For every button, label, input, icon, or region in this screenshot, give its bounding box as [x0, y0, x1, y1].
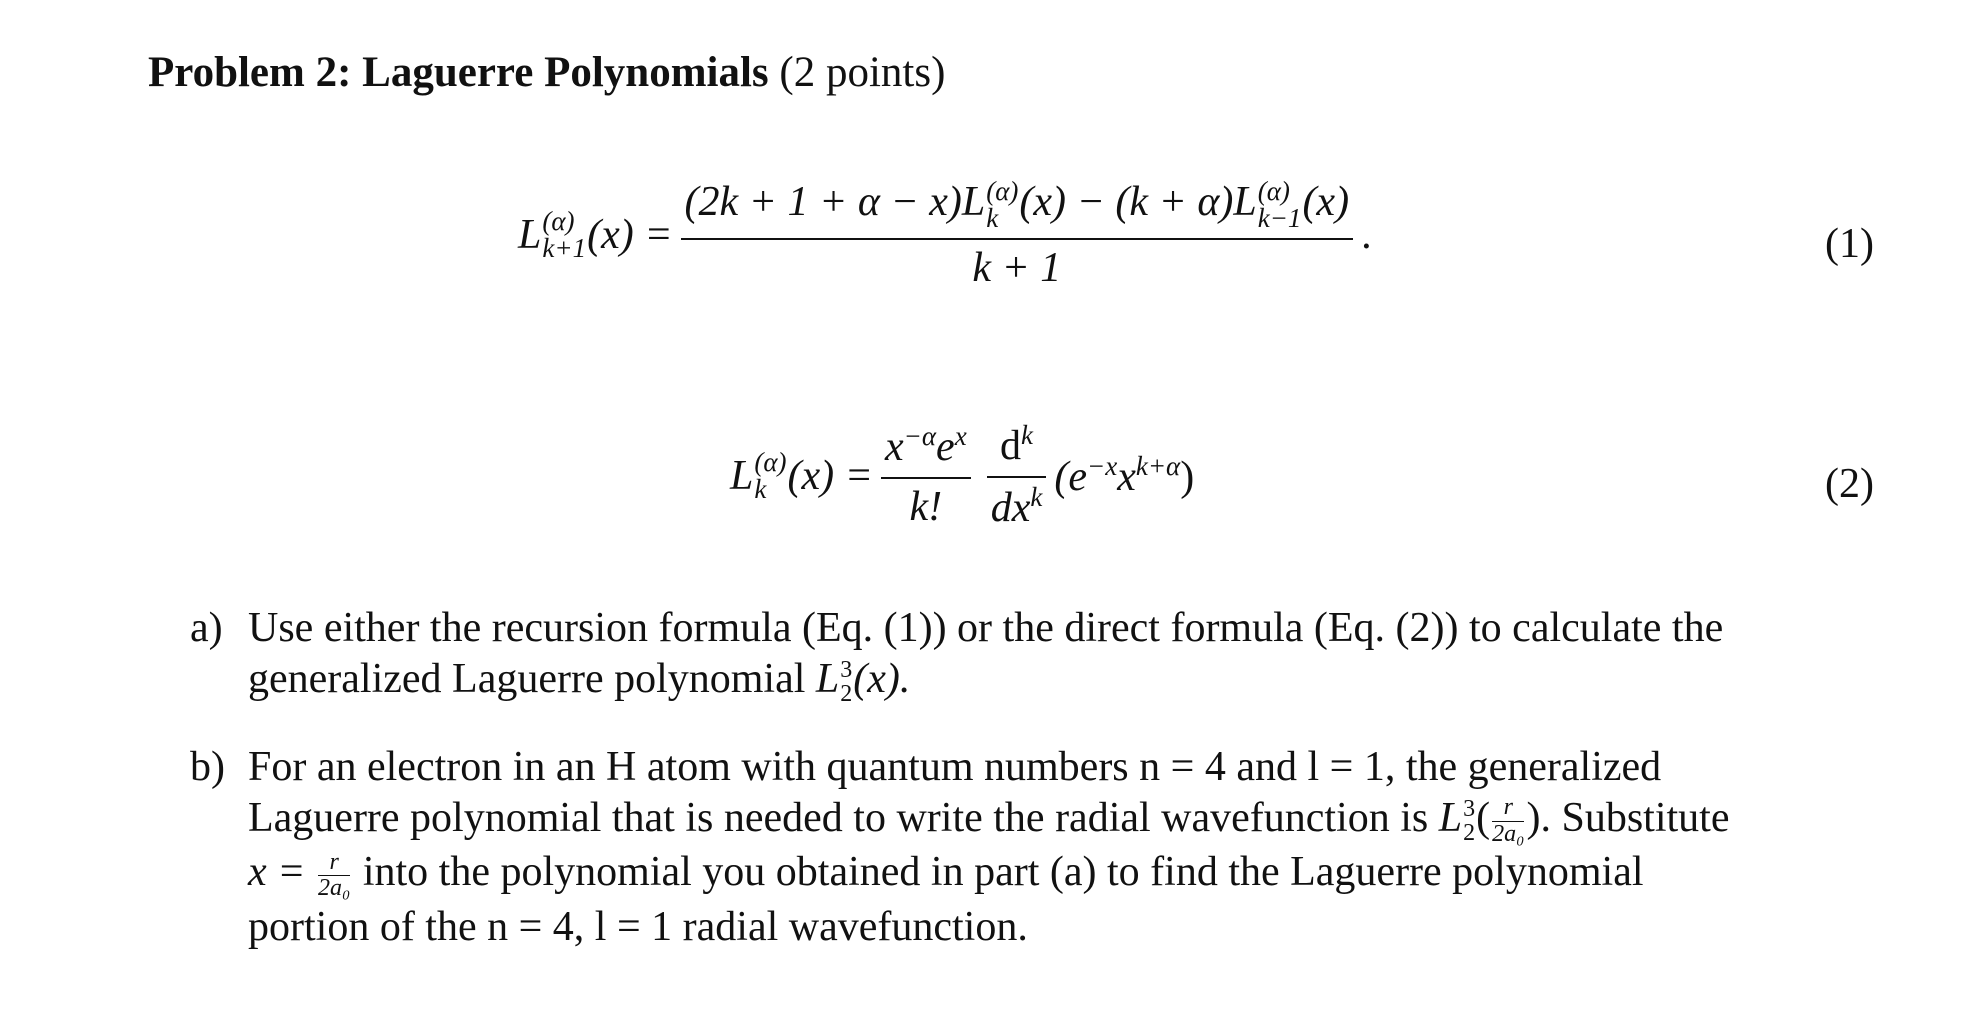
- eq1-numerator: [681, 178, 1354, 238]
- eq2-frac2-num-d: d: [1000, 423, 1022, 469]
- eq2-lhs-arg: (x) =: [787, 453, 873, 499]
- item-b-line-3-suffix: into the polynomial you obtained in part (a) to find the Laguerre polynomial: [352, 849, 1644, 896]
- eq2-frac2-numerator: [996, 420, 1037, 476]
- item-a-poly-sup: 3: [840, 657, 853, 684]
- item-a-poly-sub: 2: [840, 681, 853, 708]
- item-b-poly: L: [1438, 795, 1463, 841]
- item-b-text: [248, 742, 1868, 953]
- item-b-poly-sub: 2: [1463, 820, 1476, 847]
- eq1-num-sub-b: k−1: [1257, 203, 1302, 234]
- eq2-tail-open: (e: [1054, 454, 1087, 500]
- eq2-tail: [1054, 451, 1194, 501]
- question-item-a: [190, 603, 1890, 713]
- eq2-frac1-num-x: x: [884, 424, 904, 470]
- item-a-poly: L: [815, 656, 840, 702]
- eq1-num-indices-a: [986, 178, 1018, 232]
- eq1-num-part-c: (x): [1302, 179, 1350, 225]
- eq1-denominator: k + 1: [972, 245, 1062, 292]
- item-a-line-1: Use either the recursion formula (Eq. (1)) or the direct formula (Eq. (2)) to calculate the: [248, 605, 1724, 651]
- eq2-frac2-num-sup: k: [1021, 420, 1033, 450]
- item-a-label: a): [190, 605, 223, 651]
- eq2-tail-close: ): [1180, 454, 1195, 500]
- problem-heading: [148, 48, 945, 97]
- item-b-poly-sup: 3: [1463, 796, 1476, 823]
- item-b-frac-num: r: [1503, 794, 1513, 821]
- eq1-period: .: [1361, 212, 1372, 259]
- item-a-poly-indices: [840, 658, 852, 706]
- eq2-frac1-num-sup2: x: [954, 421, 967, 451]
- equation-2-body: [730, 420, 1194, 532]
- eq2-frac1-num-e: e: [936, 424, 955, 470]
- item-b-line-1: For an electron in an H atom with quantum numbers n = 4 and l = 1, the generalized: [248, 744, 1662, 790]
- eq1-lhs-symbol: L: [518, 212, 542, 259]
- eq2-lhs-sup: (α): [754, 447, 787, 477]
- eq1-num-part-b: (x) − (k + α)L: [1019, 179, 1257, 225]
- item-a-text: [248, 603, 1868, 706]
- eq2-tail-sup2: k+α: [1135, 451, 1181, 481]
- eq2-frac2-den-sup: k: [1030, 482, 1043, 512]
- item-a-line-2: [248, 654, 1868, 706]
- eq2-frac2-den-dx: dx: [990, 485, 1031, 531]
- eq2-tail-x: x: [1117, 454, 1136, 500]
- eq2-lhs-sub: k: [754, 474, 767, 504]
- item-b-line-3: [248, 847, 1868, 901]
- item-b-poly-indices: [1463, 797, 1475, 845]
- eq2-frac1-denominator: k!: [909, 484, 943, 530]
- eq2-frac2-denominator: [987, 478, 1047, 532]
- problem-points: (2 points): [779, 49, 946, 96]
- eq2-fraction-2: [987, 420, 1047, 532]
- item-b-line-3-prefix: x =: [248, 849, 316, 896]
- item-b-frac2-den: 2a₀: [317, 875, 351, 902]
- item-b-line-4: portion of the n = 4, l = 1 radial wavefunction.: [248, 903, 1028, 950]
- eq2-tail-sup1: −x: [1086, 451, 1118, 481]
- eq1-num-sup-b: (α): [1257, 176, 1290, 207]
- problem-title: Problem 2: Laguerre Polynomials: [148, 49, 769, 96]
- eq1-lhs-arg: (x) =: [587, 212, 673, 259]
- item-b-frac-den: 2a₀: [1492, 821, 1525, 848]
- item-b-inline-fraction: [1492, 795, 1524, 847]
- question-item-b: [190, 742, 1890, 952]
- eq2-frac1-num-sup: −α: [903, 421, 937, 451]
- item-b-line-2-prefix: Laguerre polynomial that is needed to write the radial wavefunction is: [248, 795, 1439, 841]
- eq1-lhs-indices: [542, 208, 586, 262]
- eq1-fraction: [681, 178, 1354, 292]
- item-b-inline-fraction-2: [318, 850, 350, 902]
- item-b-frac2-num: r: [329, 848, 339, 875]
- eq1-num-indices-b: [1258, 178, 1302, 232]
- eq2-frac1-numerator: [881, 421, 971, 477]
- item-b-line-2: Laguerre polynomial that is needed to write the radial wavefunction is L 3 2 ( $\frac{r}{\text{2a₀}}$ ). Substitute: [248, 794, 1730, 848]
- item-b-label: b): [190, 744, 225, 790]
- item-b-line-2-suffix: ). Substitute: [1526, 795, 1730, 841]
- item-a-line-2-suffix: (x).: [853, 656, 911, 702]
- eq1-lhs-sup: (α): [542, 206, 575, 237]
- eq1-lhs-sub: k+1: [542, 233, 587, 264]
- item-a-line-2-prefix: generalized Laguerre polynomial: [248, 656, 816, 702]
- eq2-lhs-indices: [754, 449, 786, 503]
- eq1-num-part-a: (2k + 1 + α − x)L: [684, 179, 986, 225]
- equation-1-body: [518, 178, 1372, 292]
- eq2-lhs-symbol: L: [730, 453, 754, 499]
- equation-2-number: (2): [1825, 461, 1874, 507]
- eq2-fraction-1: [881, 421, 971, 531]
- eq1-num-sub-a: k: [986, 203, 999, 234]
- equation-1-number: (1): [1825, 221, 1874, 267]
- eq1-num-sup-a: (α): [986, 176, 1019, 207]
